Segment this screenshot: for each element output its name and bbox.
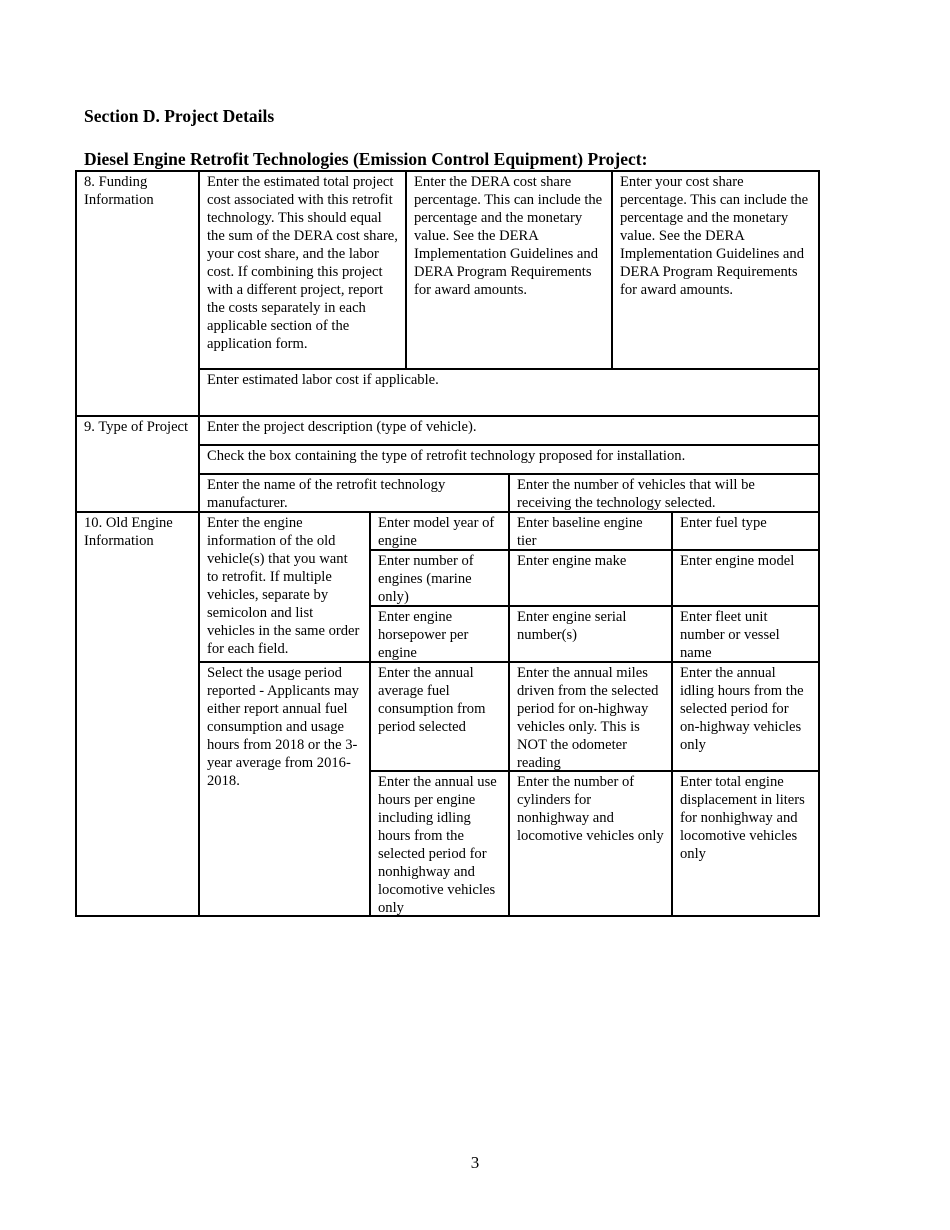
table-border-right: [818, 170, 820, 917]
idling-hours-field[interactable]: Enter the annual idling hours from the selected period for on-highway vehicles only: [680, 665, 804, 753]
annual-miles-field[interactable]: Enter the annual miles driven from the selected period for on-highway vehicles only. This is NOT the odometer reading: [517, 665, 659, 771]
displacement-field[interactable]: Enter total engine displacement in liters for nonhighway and locomotive vehicles only: [680, 774, 805, 862]
usage-period-field[interactable]: Select the usage period reported - Applicants may either report annual fuel consumption and usage hours from 2018 or the 3-year average from 2016-2018.: [207, 665, 359, 789]
manufacturer-field[interactable]: Enter the name of the retrofit technology manufacturer.: [207, 477, 446, 511]
serial-number-field[interactable]: Enter engine serial number(s): [517, 609, 627, 643]
engine-model-field[interactable]: Enter engine model: [680, 553, 795, 569]
engine-make-field[interactable]: Enter engine make: [517, 553, 627, 569]
num-engines-field[interactable]: Enter number of engines (marine only): [378, 553, 474, 605]
model-year-field[interactable]: Enter model year of engine: [378, 515, 495, 549]
use-hours-field[interactable]: Enter the annual use hours per engine including idling hours from the selected period for nonhighway and locomotive vehicles only: [378, 774, 497, 916]
labor-cost-field[interactable]: Enter estimated labor cost if applicable.: [207, 372, 439, 388]
fuel-type-field[interactable]: Enter fuel type: [680, 515, 767, 531]
dera-cost-share-field[interactable]: Enter the DERA cost share percentage. This can include the percentage and the monetary value. See the DERA Implementation Guidelines and DERA Program Requirements for award amounts.: [414, 174, 603, 298]
engine-info-field[interactable]: Enter the engine information of the old vehicle(s) that you want to retrofit. If multiple vehicles, separate by semicolon and list vehicles in the same order for each field.: [207, 515, 360, 657]
total-cost-field[interactable]: Enter the estimated total project cost associated with this retrofit technology. This should equal the sum of the DERA cost share, your cost share, and the labor cost. If combining this project with a different project, report the costs separately in each applicable section of the application form.: [207, 174, 398, 352]
page-number: 3: [470, 1153, 480, 1172]
cylinders-field[interactable]: Enter the number of cylinders for nonhighway and locomotive vehicles only: [517, 774, 664, 844]
table-heading: Diesel Engine Retrofit Technologies (Emission Control Equipment) Project:: [84, 149, 648, 169]
section-heading: Section D. Project Details: [84, 106, 275, 126]
fleet-unit-field[interactable]: Enter fleet unit number or vessel name: [680, 609, 780, 661]
horsepower-field[interactable]: Enter engine horsepower per engine: [378, 609, 469, 661]
your-cost-share-field[interactable]: Enter your cost share percentage. This can include the percentage and the monetary value. See the DERA Implementation Guidelines and DERA Program Requirements for award amounts.: [620, 174, 809, 298]
project-description-field[interactable]: Enter the project description (type of vehicle).: [207, 419, 477, 435]
funding-label: 8. Funding Information: [84, 174, 154, 208]
vehicle-count-field[interactable]: Enter the number of vehicles that will be receiving the technology selected.: [517, 477, 755, 511]
old-engine-label: 10. Old Engine Information: [84, 515, 173, 549]
fuel-consumption-field[interactable]: Enter the annual average fuel consumption from period selected: [378, 665, 486, 735]
project-type-label: 9. Type of Project: [84, 419, 189, 435]
technology-type-checkbox-field[interactable]: Check the box containing the type of retrofit technology proposed for installation.: [207, 448, 686, 464]
baseline-tier-field[interactable]: Enter baseline engine tier: [517, 515, 643, 549]
